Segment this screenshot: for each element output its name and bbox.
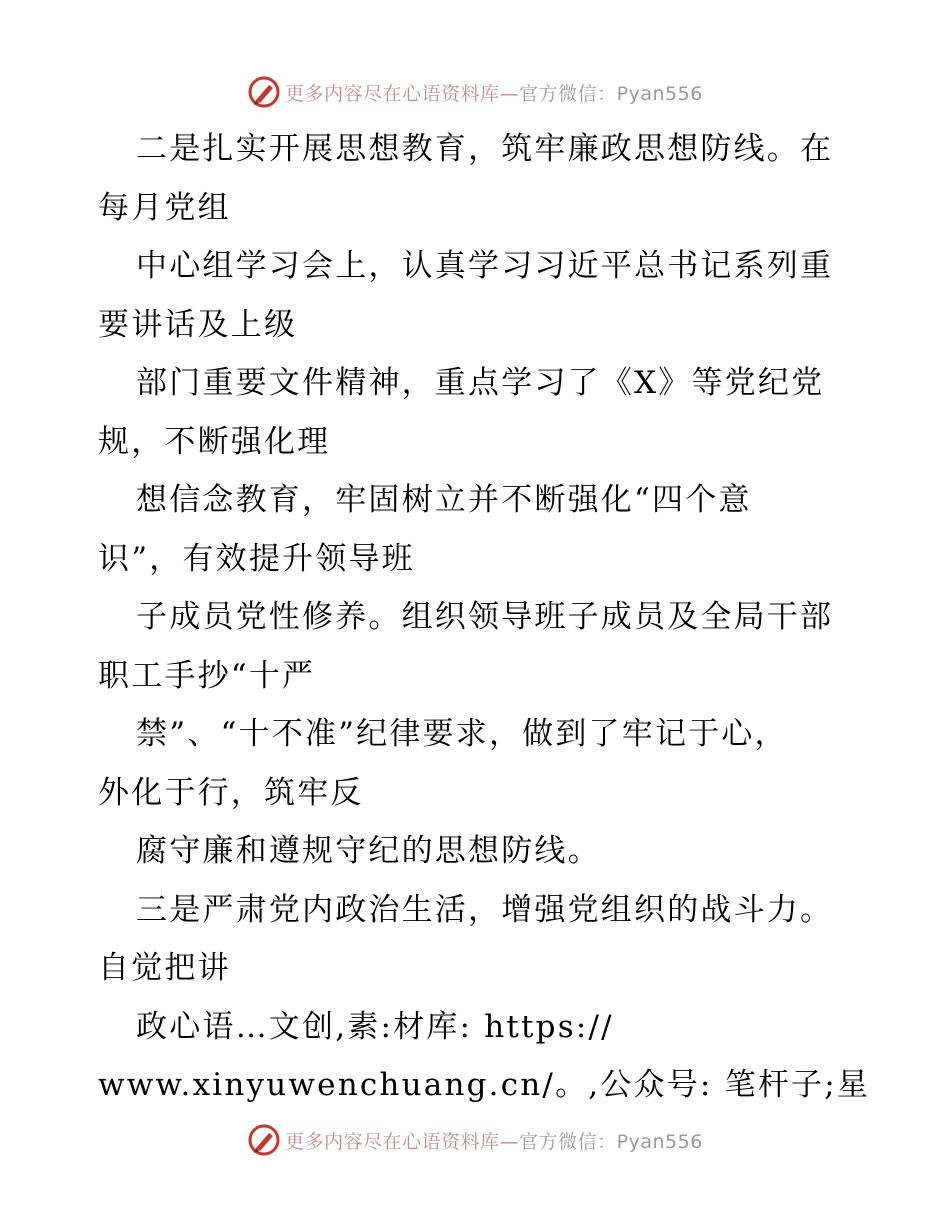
- body-line: 外化于行，筑牢反: [98, 774, 364, 811]
- document-body: [98, 120, 871, 1115]
- body-line: 子成员党性修养。组织领导班子成员及全局干部: [136, 599, 834, 635]
- header-wechat-text: 官方微信：Pyan556: [519, 82, 703, 105]
- body-line: 规，不断强化理: [98, 423, 331, 460]
- footer-wechat-text: 官方微信：Pyan556: [519, 1130, 703, 1153]
- body-line: 想信念教育，牢固树立并不断强化“四个意: [136, 482, 752, 518]
- footer-banner-text: [285, 1127, 703, 1154]
- pen-logo-icon: [247, 75, 281, 109]
- body-line: www.xinyuwenchuang.cn/。,公众号: 笔杆子;星: [98, 1067, 871, 1103]
- footer-site-text: 更多内容尽在心语资料库—: [285, 1130, 520, 1153]
- pen-logo-icon: [247, 1123, 281, 1157]
- footer-banner: [0, 1120, 950, 1160]
- body-line: 政心语…文创,素:材库: https://: [136, 1008, 614, 1045]
- body-line: 要讲话及上级: [98, 306, 298, 343]
- header-site-text: 更多内容尽在心语资料库—: [285, 82, 520, 105]
- body-line: 禁”、“十不准”纪律要求，做到了牢记于心，: [136, 716, 788, 752]
- body-line: 二是扎实开展思想教育，筑牢廉政思想防线。在: [136, 131, 834, 167]
- header-banner: [0, 72, 950, 112]
- body-line: 中心组学习会上，认真学习习近平总书记系列重: [136, 248, 834, 284]
- body-line: 自觉把讲: [98, 950, 231, 986]
- body-line: 识”，有效提升领导班: [98, 540, 415, 577]
- body-line: 三是严肃党内政治生活，增强党组织的战斗力。: [136, 891, 834, 928]
- body-line: 每月党组: [98, 189, 231, 226]
- body-line: 部门重要文件精神，重点学习了《X》等党纪党: [136, 365, 825, 401]
- body-line: 职工手抄“十严: [98, 657, 316, 694]
- header-banner-text: [285, 79, 703, 106]
- body-line: 腐守廉和遵规守纪的思想防线。: [136, 833, 601, 869]
